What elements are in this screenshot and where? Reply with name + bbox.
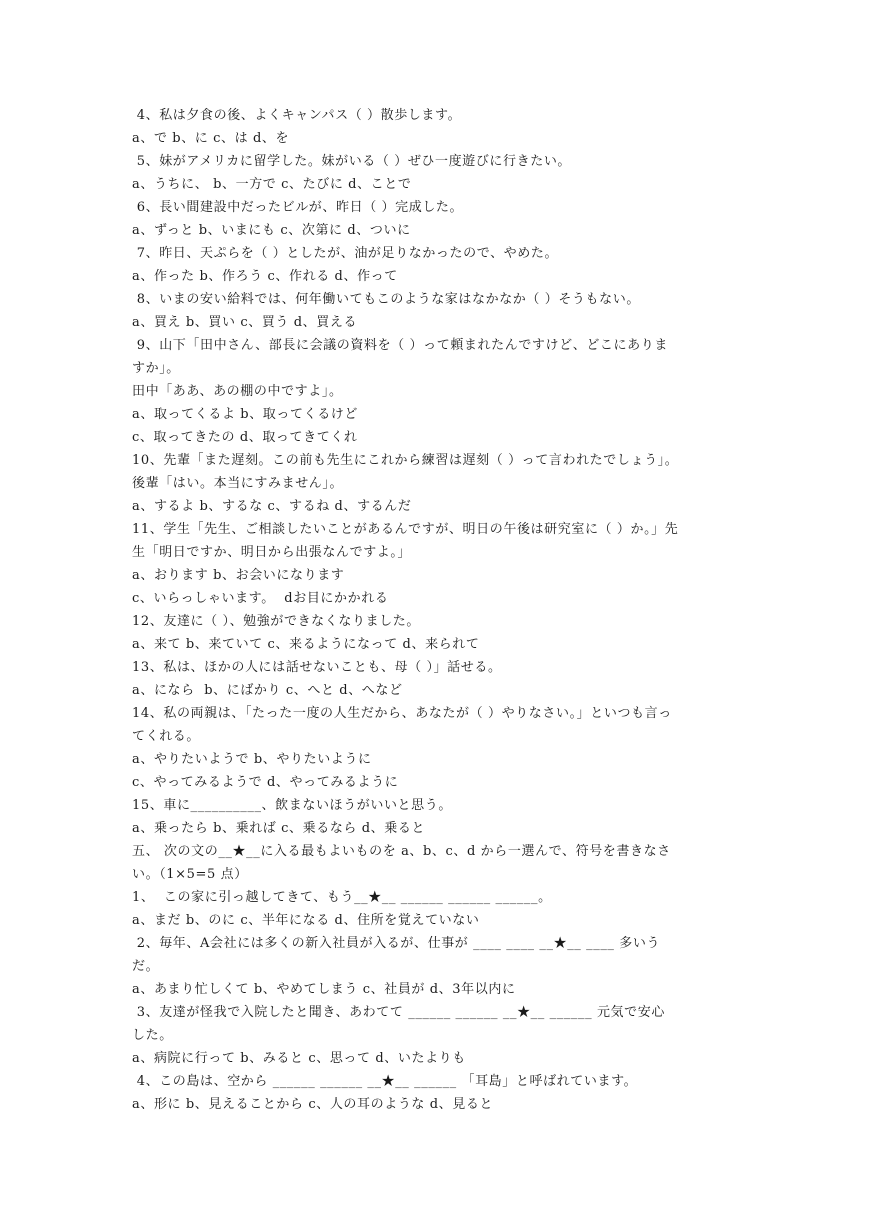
question-14-text-cont: てくれる。 bbox=[132, 729, 201, 744]
star-question-3-text-cont: した。 bbox=[132, 1028, 173, 1043]
question-10-dialogue: 後輩「はい。本当にすみません」。 bbox=[132, 476, 344, 491]
star-question-2-text-cont: だ。 bbox=[132, 959, 160, 974]
question-9-dialogue: 田中「ああ、あの棚の中ですよ」。 bbox=[132, 384, 343, 399]
question-10-options: a、するよ b、するな c、するね d、するんだ bbox=[132, 499, 412, 514]
question-14-options-cd: c、やってみるようで d、やってみるように bbox=[132, 775, 399, 790]
star-question-4-options: a、形に b、見えることから c、人の耳のような d、見ると bbox=[132, 1097, 494, 1112]
question-11-options-ab: a、おります b、お会いになります bbox=[132, 568, 345, 583]
question-11-text: 11、学生「先生、ご相談したいことがあるんですが、明日の午後は研究室に（ ）か。」先 bbox=[132, 522, 679, 537]
question-5-text: 5、妹がアメリカに留学した。妹がいる（ ）ぜひ一度遊びに行きたい。 bbox=[132, 154, 572, 169]
question-7-options: a、作った b、作ろう c、作れる d、作って bbox=[132, 269, 398, 284]
question-7-text: 7、昨日、天ぷらを（ ）としたが、油が足りなかったので、やめた。 bbox=[132, 246, 559, 261]
question-6-text: 6、長い間建設中だったビルが、昨日（ ）完成した。 bbox=[132, 200, 464, 215]
question-13-options: a、になら b、にばかり c、へと d、へなど bbox=[132, 683, 403, 698]
question-11-text-cont: 生「明日ですか、明日から出張なんですよ。」 bbox=[132, 545, 412, 560]
star-question-3-options: a、病院に行って b、みると c、思って d、いたよりも bbox=[132, 1051, 466, 1066]
star-question-1-text: 1、 この家に引っ越してきて、もう__★__ ______ ______ ______。 bbox=[132, 890, 552, 905]
star-question-3-text: 3、友達が怪我で入院したと聞き、あわてて ______ ______ __★__ ______ 元気で安心 bbox=[132, 1005, 665, 1020]
question-14-options-ab: a、やりたいようで b、やりたいように bbox=[132, 752, 372, 767]
section-5-heading: 五、 次の文の__★__に入る最もよいものを a、b、c、d から一選んで、符号を書きなさ bbox=[132, 844, 671, 859]
question-9-text: 9、山下「田中さん、部長に会議の資料を（ ）って頼まれたんですけど、どこにありま bbox=[132, 338, 668, 353]
star-question-4-text: 4、この島は、空から ______ ______ __★__ ______ 「耳島」と呼ばれています。 bbox=[132, 1074, 638, 1089]
question-15-options: a、乗ったら b、乗れば c、乗るなら d、乗ると bbox=[132, 821, 426, 836]
question-14-text: 14、私の両親は、「たった一度の人生だから、あなたが（ ）やりなさい。」といつも言っ bbox=[132, 706, 672, 721]
question-13-text: 13、私は、ほかの人には話せないことも、母（ ）」話せる。 bbox=[132, 660, 502, 675]
question-15-text: 15、車に__________、飲まないほうがいいと思う。 bbox=[132, 798, 452, 813]
question-12-text: 12、友達に（ ）、勉強ができなくなりました。 bbox=[132, 614, 420, 629]
question-9-options-cd: c、取ってきたの d、取ってきてくれ bbox=[132, 430, 358, 445]
star-question-1-options: a、まだ b、のに c、半年になる d、住所を覚えていない bbox=[132, 913, 480, 928]
question-10-text: 10、先輩「また遅刻。この前も先生にこれから練習は遅刻（ ）って言われたでしょう」。 bbox=[132, 453, 679, 468]
question-8-text: 8、いまの安い給料では、何年働いてもこのような家はなかなか（ ）そうもない。 bbox=[132, 292, 640, 307]
question-12-options: a、来て b、来ていて c、来るようになって d、来られて bbox=[132, 637, 480, 652]
question-5-options: a、うちに、 b、一方で c、たびに d、ことで bbox=[132, 177, 412, 192]
document-body bbox=[132, 104, 744, 1116]
question-9-text-cont: すか」。 bbox=[132, 361, 180, 376]
question-4-text: 4、私は夕食の後、よくキャンパス（ ）散歩します。 bbox=[132, 108, 462, 123]
question-4-options: a、で b、に c、は d、を bbox=[132, 131, 290, 146]
question-11-options-cd: c、いらっしゃいます。 dお目にかかれる bbox=[132, 591, 389, 606]
question-9-options-ab: a、取ってくるよ b、取ってくるけど bbox=[132, 407, 359, 422]
question-8-options: a、買え b、買い c、買う d、買える bbox=[132, 315, 358, 330]
star-question-2-options: a、あまり忙しくて b、やめてしまう c、社員が d、3年以内に bbox=[132, 982, 516, 997]
section-5-heading-cont: い。（1×5=5 点） bbox=[132, 867, 248, 882]
star-question-2-text: 2、毎年、A会社には多くの新入社員が入るが、仕事が ____ ____ __★__ ____ 多いう bbox=[132, 936, 661, 951]
question-6-options: a、ずっと b、いまにも c、次第に d、ついに bbox=[132, 223, 411, 238]
